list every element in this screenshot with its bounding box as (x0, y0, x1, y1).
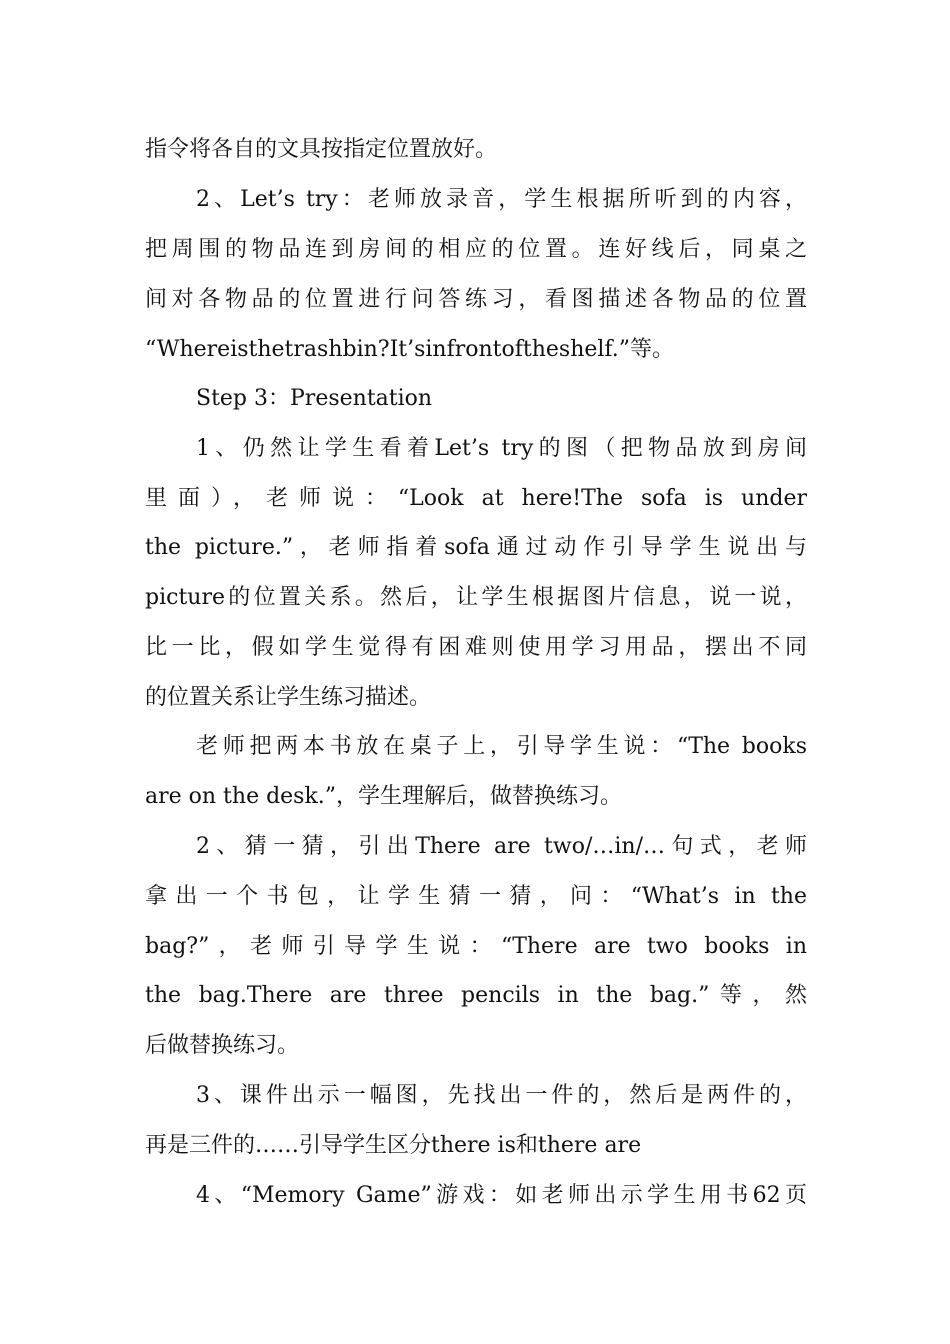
text-line: 里面），老师说：“Look at here!The sofa is under (145, 486, 807, 511)
text-line: the bag.There are three pencils in the bag.”等，然 (145, 983, 807, 1008)
text-line: 老师把两本书放在桌子上，引导学生说：“The books (196, 734, 807, 759)
text-line: the picture.”，老师指着sofa通过动作引导学生说出与 (145, 535, 807, 560)
text-line: 拿出一个书包，让学生猜一猜，问：“What’s in the (145, 884, 807, 909)
text-line: 的位置关系让学生练习描述。 (145, 685, 432, 710)
text-line: 2、Let’s try：老师放录音，学生根据所听到的内容， (196, 187, 807, 212)
text-line: 间对各物品的位置进行问答练习，看图描述各物品的位置 (145, 287, 807, 312)
text-line: bag?”，老师引导学生说：“There are two books in (145, 934, 807, 959)
text-line: 1、仍然让学生看着Let’s try的图（把物品放到房间 (196, 436, 807, 461)
text-line: 把周围的物品连到房间的相应的位置。连好线后，同桌之 (145, 237, 807, 262)
text-line: picture的位置关系。然后，让学生根据图片信息，说一说， (145, 585, 807, 610)
text-line: are on the desk.”，学生理解后，做替换练习。 (145, 784, 623, 809)
section-heading: Step 3：Presentation (196, 386, 433, 411)
text-line: 4、“Memory Game”游戏：如老师出示学生用书62页 (196, 1183, 807, 1208)
text-line: 2、猜一猜，引出There are two/…in/…句式，老师 (196, 834, 807, 859)
text-line: 指令将各自的文具按指定位置放好。 (145, 137, 498, 162)
text-line: 3、课件出示一幅图，先找出一件的，然后是两件的， (196, 1083, 807, 1108)
text-line: “Whereisthetrashbin?It’sinfrontoftheshelf.”等。 (145, 337, 675, 362)
text-line: 后做替换练习。 (145, 1033, 300, 1058)
text-line: 再是三件的……引导学生区分there is和there are (145, 1133, 642, 1158)
text-line: 比一比，假如学生觉得有困难则使用学习用品，摆出不同 (145, 635, 807, 660)
